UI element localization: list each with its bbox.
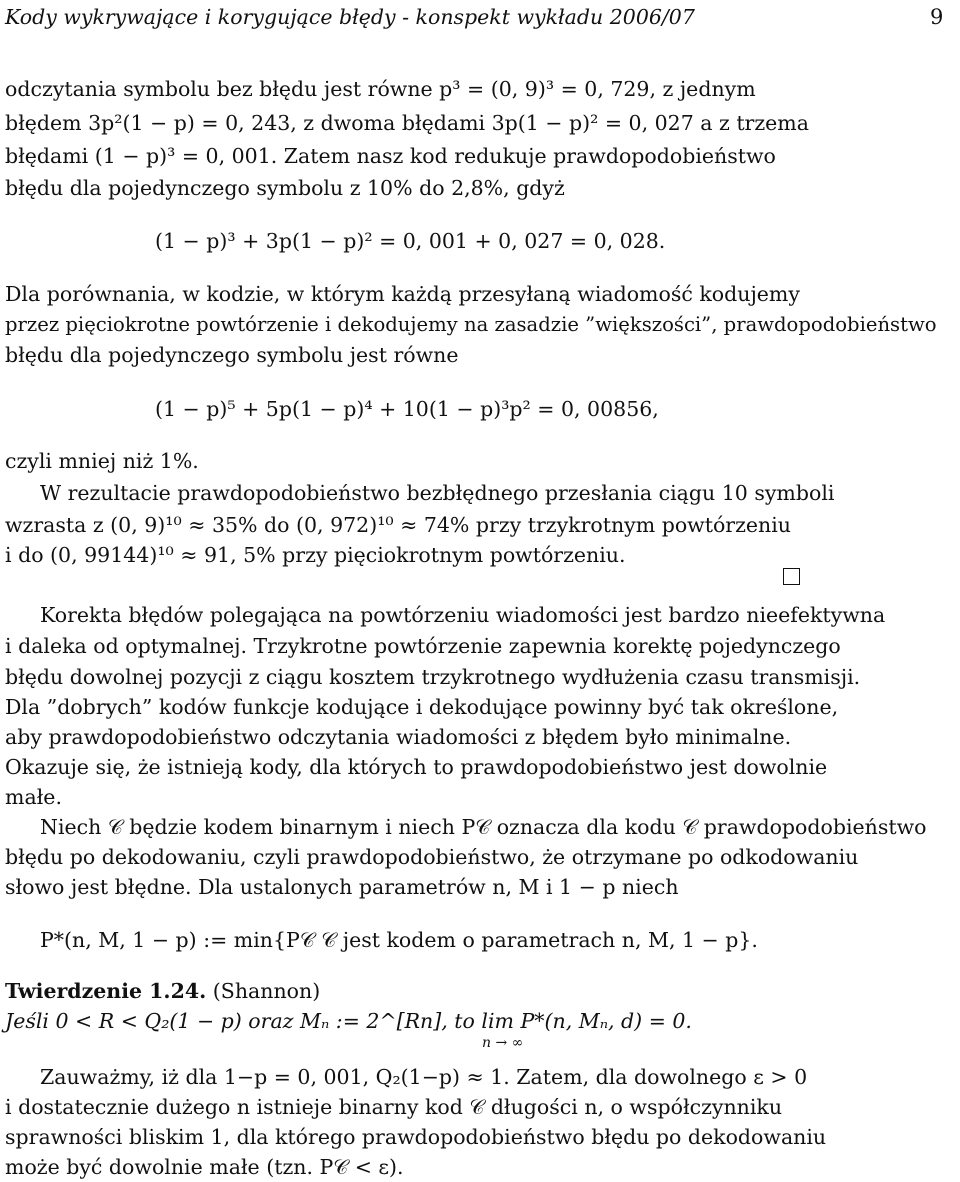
text-line: Dla ”dobrych” kodów funkcje kodujące i dekodujące powinny być tak określone,	[5, 695, 839, 719]
running-title: Kody wykrywające i korygujące błędy - konspekt wykładu 2006/07	[5, 5, 695, 29]
text-line: błędu po dekodowaniu, czyli prawdopodobieństwo, że otrzymane po odkodowaniu	[5, 845, 859, 869]
text-line: może być dowolnie małe (tzn. P𝒞 < ε).	[5, 1155, 404, 1179]
qed-square-icon	[783, 568, 800, 585]
text-line: przez pięciokrotne powtórzenie i dekodujemy na zasadzie ”większości”, prawdopodobieństwo	[5, 313, 937, 336]
theorem-label: Twierdzenie 1.24.	[5, 979, 207, 1003]
text-line: małe.	[5, 785, 62, 809]
theorem-statement: Jeśli 0 < R < Q₂(1 − p) oraz Mₙ := 2^[Rn], to lim P*(n, Mₙ, d) = 0.	[5, 1009, 692, 1033]
text-line: sprawności bliskim 1, dla którego prawdopodobieństwo błędu po dekodowaniu	[5, 1125, 827, 1149]
limit-subscript: n → ∞	[482, 1035, 524, 1051]
page-number: 9	[930, 5, 944, 29]
text-line: błędami (1 − p)³ = 0, 001. Zatem nasz kod redukuje prawdopodobieństwo	[5, 144, 776, 168]
text-line: Zauważmy, iż dla 1−p = 0, 001, Q₂(1−p) ≈ 1. Zatem, dla dowolnego ε > 0	[40, 1065, 808, 1089]
text-line: W rezultacie prawdopodobieństwo bezbłędnego przesłania ciągu 10 symboli	[40, 481, 835, 505]
text-line: Okazuje się, że istnieją kody, dla których to prawdopodobieństwo jest dowolnie	[5, 755, 828, 779]
text-line: odczytania symbolu bez błędu jest równe p³ = (0, 9)³ = 0, 729, z jednym	[5, 77, 756, 101]
text-line: i daleka od optymalnej. Trzykrotne powtórzenie zapewnia korektę pojedynczego	[5, 634, 841, 658]
text-line: Korekta błędów polegająca na powtórzeniu wiadomości jest bardzo nieefektywna	[40, 603, 886, 627]
equation-3: P*(n, M, 1 − p) := min{P𝒞 𝒞 jest kodem o parametrach n, M, 1 − p}.	[40, 928, 758, 952]
text-line: błędu dla pojedynczego symbolu z 10% do 2,8%, gdyż	[5, 176, 565, 200]
text-line: czyli mniej niż 1%.	[5, 449, 199, 473]
text-line: słowo jest błędne. Dla ustalonych parametrów n, M i 1 − p niech	[5, 875, 679, 899]
text-line: błędem 3p²(1 − p) = 0, 243, z dwoma błędami 3p(1 − p)² = 0, 027 a z trzema	[5, 111, 809, 135]
theorem-attribution: (Shannon)	[212, 979, 321, 1003]
text-line: Niech 𝒞 będzie kodem binarnym i niech P𝒞 oznacza dla kodu 𝒞 prawdopodobieństwo	[40, 815, 927, 839]
theorem-heading	[5, 976, 320, 1006]
text-line: i do (0, 99144)¹⁰ ≈ 91, 5% przy pięciokrotnym powtórzeniu.	[5, 543, 626, 567]
text-line: i dostatecznie dużego n istnieje binarny kod 𝒞 długości n, o współczynniku	[5, 1095, 783, 1119]
text-line: wzrasta z (0, 9)¹⁰ ≈ 35% do (0, 972)¹⁰ ≈ 74% przy trzykrotnym powtórzeniu	[5, 513, 791, 537]
equation-1: (1 − p)³ + 3p(1 − p)² = 0, 001 + 0, 027 = 0, 028.	[155, 229, 666, 253]
text-line: błędu dowolnej pozycji z ciągu kosztem trzykrotnego wydłużenia czasu transmisji.	[5, 665, 861, 689]
text-line: aby prawdopodobieństwo odczytania wiadomości z błędem było minimalne.	[5, 725, 792, 749]
text-line: błędu dla pojedynczego symbolu jest równe	[5, 343, 459, 367]
text-line: Dla porównania, w kodzie, w którym każdą przesyłaną wiadomość kodujemy	[5, 282, 800, 306]
equation-2: (1 − p)⁵ + 5p(1 − p)⁴ + 10(1 − p)³p² = 0, 00856,	[155, 397, 659, 421]
